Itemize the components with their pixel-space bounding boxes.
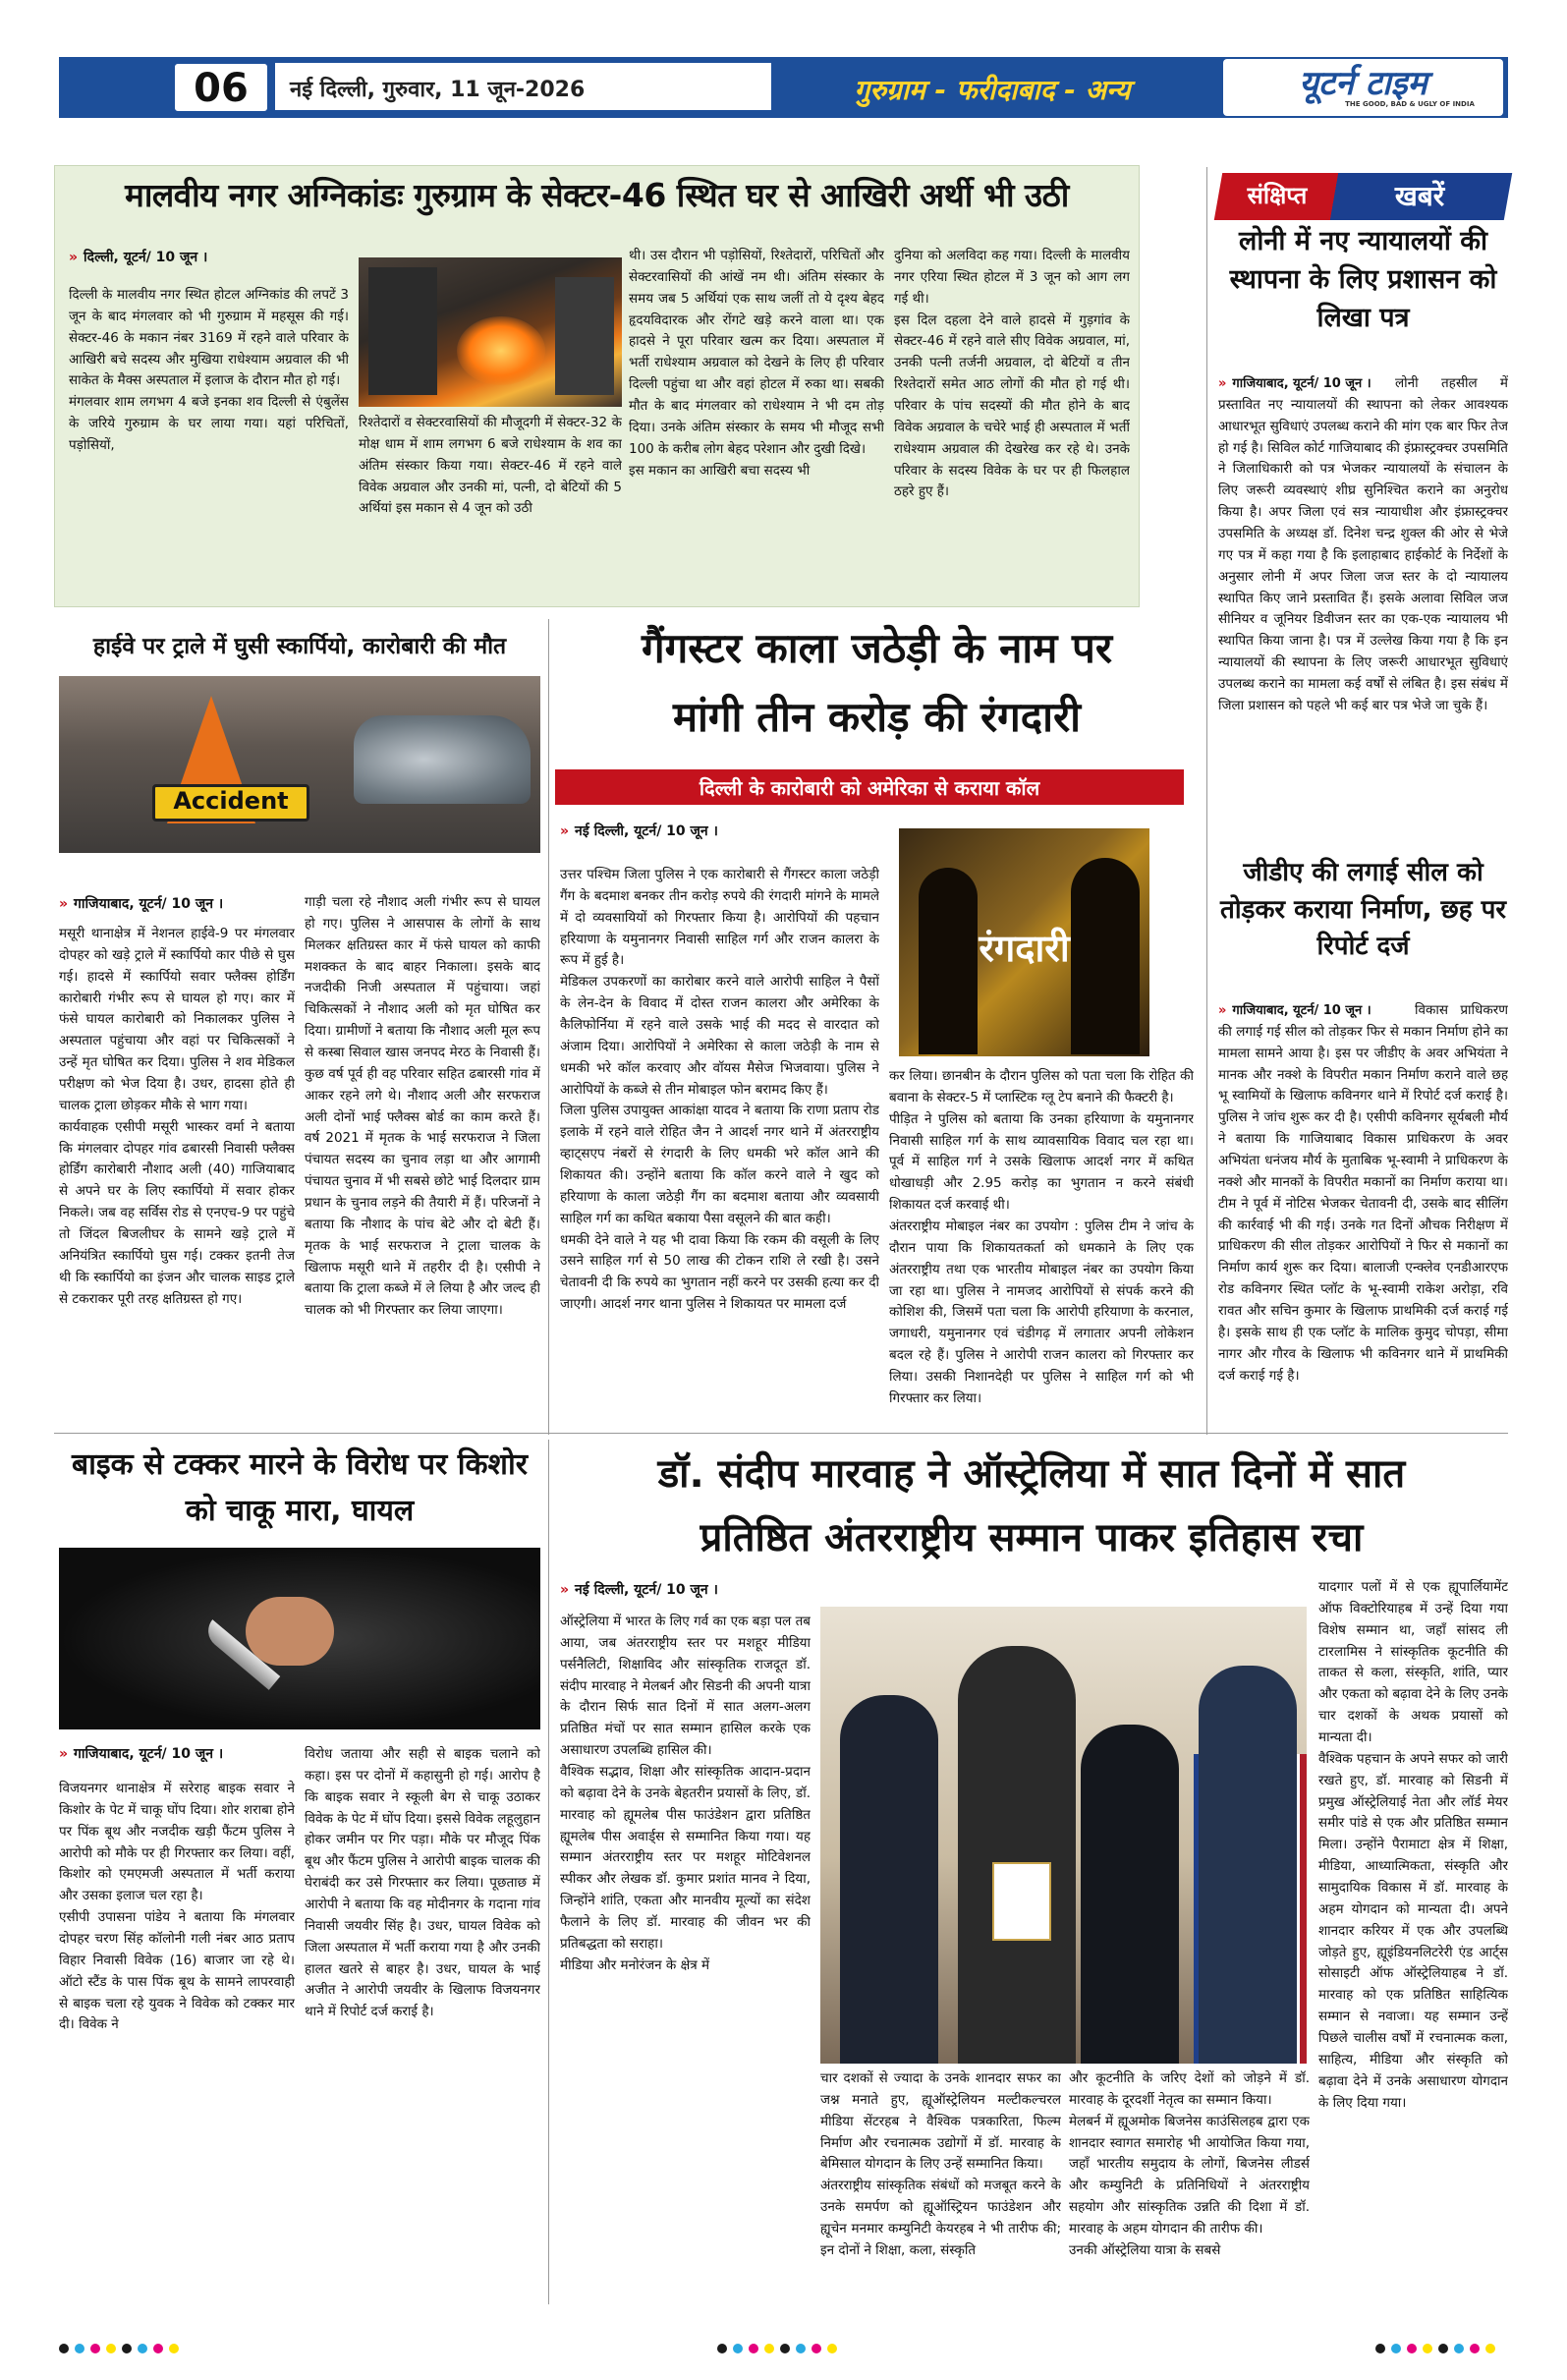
person-4 [1199, 1666, 1297, 2064]
chevron-icon: » [560, 1582, 570, 1598]
hand-shape [246, 1597, 334, 1666]
brief-text-2: विकास प्राधिकरण की लगाई गई सील को तोड़कर फिर से मकान निर्माण होने का मामला सामने आया है। इस पर जीडीए के अवर अभियंता ने मानक और नक्शे के विपरीत मकान निर्माण कराने वाले छह भू स्वामियों के खिलाफ कविनगर थाने में रिपोर्ट दर्ज कराई है। पुलिस ने जांच शुरू कर दी है। एसीपी कविनगर सूर्यबली मौर्य ने बताया कि गाजियाबाद विकास प्राधिकरण के अवर अभियंता धनंजय मौर्य के मुताबिक भू-स्वामी ने प्राधिकरण के नक्शे और मानकों के विपरीत मकानों का निर्माण कराया था। टीम ने पूर्व में नोटिस भेजकर चेतावनी दी, उसके बाद सीलिंग की कार्रवाई भी की गई। उनके गत दिनों औचक निरीक्षण में प्राधिकरण की सील तोड़कर आरोपियों ने फिर से मकानों का निर्माण कार्य शुरू कर दिया। बालाजी एन्क्लेव एनडीआरएफ रोड कविनगर स्थित प्लॉट के भू-स्वामी राकेश अरोड़ा, रवि रावत और सचिन कुमार के खिलाफ प्राथमिकी दर्ज कराई गई है। इसके साथ ही एक प्लॉट के मालिक कुमुद चोपड़ा, सीमा नागर और गौरव के खिलाफ भी कविनगर थाने में प्राथमिकी दर्ज कराई गई है। [1218, 1002, 1508, 1384]
accident-sign-text: Accident [173, 787, 289, 815]
marwah-award-photo [820, 1607, 1307, 2064]
chevron-icon: » [1218, 376, 1227, 391]
chevron-icon: » [59, 896, 69, 912]
brief-headline-2: जीडीए की लगाई सील को तोड़कर कराया निर्माण, छह पर रिपोर्ट दर्ज [1220, 858, 1506, 962]
marwah-col-3: और कूटनीति के जरिए देशों को जोड़ने में डॉ. मारवाह के दूरदर्शी नेतृत्व का सम्मान किया। मेलबर्न में ह्यूअमोक बिजनेस काउंसिलहब द्वारा एक शानदार स्वागत समारोह भी आयोजित किया गया, जहाँ भारतीय समुदाय के लोगों, बिजनेस लीडर्स और कम्युनिटी के प्रतिनिधियों ने अंतरराष्ट्रीय सहयोग और सांस्कृतिक उन्नति की दिशा में डॉ. मारवाह के अहम योगदान की तारीफ की। उनकी ऑस्ट्रेलिया यात्रा के सबसे [1069, 2070, 1310, 2258]
knife-photo [59, 1548, 540, 1729]
marwah-col-1: ऑस्ट्रेलिया में भारत के लिए गर्व का एक बड़ा पल तब आया, जब अंतरराष्ट्रीय स्तर पर मशहूर मीडिया पर्सनैलिटी, शिक्षाविद और सांस्कृतिक राजदूत डॉ. संदीप मारवाह ने मेलबर्न और सिडनी की अपनी यात्रा के दौरान सिर्फ सात दिनों में सात अलग-अलग प्रतिष्ठित मंचों पर सात सम्मान हासिल करके एक असाधारण उपलब्धि हासिल की। वैश्विक सद्भाव, शिक्षा और सांस्कृतिक आदान-प्रदान को बढ़ावा देने के उनके बेहतरीन प्रयासों के लिए, डॉ. मारवाह को ह्यूमलेब पीस फाउंडेशन द्वारा प्रतिष्ठित ह्यूमलेब पीस अवार्ड्स से सम्मानित किया गया। यह सम्मान अंतरराष्ट्रीय स्तर पर मशहूर मोटिवेशनल स्पीकर और लेखक डॉ. कुमार प्रशांत मानव ने दिया, जिन्होंने शांति, एकता और मानवीय मूल्यों का संदेश फैलाने के लिए डॉ. मारवाह की जीवन भर की प्रतिबद्धता को सराहा। मीडिया और मनोरंजन के क्षेत्र में [560, 1614, 811, 1973]
page-dateline: नई दिल्ली, गुरुवार, 11 जून-2026 [290, 78, 586, 102]
lead-col-1: दिल्ली के मालवीय नगर स्थित होटल अग्निकांड की लपटें 3 जून के बाद मंगलवार को भी गुरुग्राम में महसूस की गई। सेक्टर-46 के मकान नंबर 3169 में रहने वाले परिवार के आखिरी बचे सदस्य और मुखिया राधेश्याम अग्रवाल की भी साकेत के मैक्स अस्पताल में इलाज के दौरान मौत हो गई। मंगलवार शाम लगभग 4 बजे इनका शव दिल्ली से एंबुलेंस के जरिये गुरुग्राम के घर लाया गया। यहां परिचितों, पड़ोसियों, [69, 287, 349, 454]
brief-label: खबरें [1394, 180, 1445, 212]
accident-col-1: मसूरी थानाक्षेत्र में नेशनल हाईवे-9 पर मंगलवार दोपहर को खड़े ट्राले में स्कार्पियो कार पीछे से घुस गई। हादसे में स्कार्पियो सवार फ्लैक्स होर्डिंग कारोबारी गंभीर रूप से घायल हो गए। कार में फंसे घायल कारोबारी को निकालकर पुलिस ने अस्पताल पहुंचाया और वहां पर चिकित्सकों ने उन्हें मृत घोषित कर दिया। पुलिस ने शव मेडिकल परीक्षण को भेज दिया है। उधर, हादसा होते ही चालक ट्राला छोड़कर मौके से भाग गया। कार्यवाहक एसीपी मसूरी भास्कर वर्मा ने बताया कि मंगलवार दोपहर गांव ढबारसी निवासी फ्लैक्स होर्डिंग कारोबारी नौशाद अली (40) गाजियाबाद से अपने घर के लिए स्कार्पियो में सवार होकर निकले। जब वह सर्विस रोड से एनएच-9 पर पहुंचे तो जिंदल बिजलीघर के सामने खड़े ट्राले में अनियंत्रित स्कार्पियो घुस गई। टक्कर इतनी तेज थी कि स्कार्पियो का इंजन और चालक साइड ट्राले से टकराकर पूरी तरह क्षतिग्रस्त हो गए। [59, 926, 295, 1307]
registration-dots-right [1375, 2339, 1501, 2357]
car-shape [354, 715, 531, 804]
lead-col-4: दुनिया को अलविदा कह गया। दिल्ली के मालवीय नगर एरिया स्थित होटल में 3 जून को आग लग गई थी। इस दिल दहला देने वाले हादसे में गुड़गांव के सेक्टर-46 में रहने वाले सीए विवेक अग्रवाल, मां, उनकी पत्नी तर्जनी अग्रवाल, दो बेटियों व तीन रिश्तेदारों समेत आठ लोगों की मौत हो गई थी। परिवार के पांच सदस्यों की मौत होने के बाद विवेक अग्रवाल के चचेरे भाई ही अस्पताल में भर्ती राधेश्याम अग्रवाल की देखरेख कर रहे थे। उनके परिवार के सदस्य विवेक के घर पर ही फिलहाल ठहरे हुए हैं। [894, 248, 1130, 500]
lead-col-2: रिश्तेदारों व सेक्टरवासियों की मौजूदगी में सेक्टर-32 के मोक्ष धाम में शाम लगभग 6 बजे राधेश्याम के शव का अंतिम संस्कार किया गया। सेक्टर-46 में रहने वाले विवेक अग्रवाल और उनकी मां, पत्नी, दो बेटियों की 5 अर्थियां इस मकान से 4 जून को उठी [359, 415, 622, 517]
registration-dots-center [717, 2339, 843, 2357]
knife-headline: बाइक से टक्कर मारने के विरोध पर किशोर को चाकू मारा, घायल [71, 1447, 528, 1528]
logo-tagline: THE GOOD, BAD & UGLY OF INDIA [1345, 100, 1475, 108]
extortion-photo [899, 828, 1149, 1056]
fire-glow [457, 316, 545, 385]
brief-dateline-1: » गाजियाबाद, यूटर्न/ 10 जून । [1218, 376, 1371, 391]
extortion-image-text: रंगदारी [979, 927, 1070, 970]
accident-dateline: » गाजियाबाद, यूटर्न/ 10 जून । [59, 896, 224, 912]
gangster-col-1: उत्तर पश्चिम जिला पुलिस ने एक कारोबारी से गैंगस्टर काला जठेड़ी गैंग के बदमाश बनकर तीन करोड़ रुपये की रंगदारी मांगने के मामले में दो व्यवसायियों को गिरफ्तार किया है। आरोपियों की पहचान हरियाणा के यमुनानगर निवासी साहिल गर्ग और राजन कालरा के रूप में हुई है। मेडिकल उपकरणों का कारोबार करने वाले आरोपी साहिल ने पैसों के लेन-देन के विवाद में दोस्त राजन कालरा और अमेरिका के कैलिफोर्निया में रहने वाले उसके भाई की मदद से वारदात को अंजाम दिया। आरोपियों ने अमेरिका से काला जठेड़ी के नाम से धमकी भरे कॉल करवाए और वॉयस मैसेज भिजवाया। पुलिस ने आरोपियों के कब्जे से तीन मोबाइल फोन बरामद किए हैं। जिला पुलिस उपायुक्त आकांक्षा यादव ने बताया कि राणा प्रताप रोड इलाके में रहने वाले रोहित जैन ने आदर्श नगर थाने में अंतरराष्ट्रीय व्हाट्सएप नंबरों से रंगदारी के लिए धमकी भरे कॉल आने की शिकायत की। उन्होंने बताया कि कॉल करने वाले ने खुद को हरियाणा के काला जठेड़ी गैंग का बदमाश बताया और व्यवसायी साहिल गर्ग का कथित बकाया पैसा वसूलने की बात कही। धमकी देने वाले ने यह भी दावा किया कि रकम की वसूली के लिए उसने साहिल गर्ग से 50 लाख की टोकन राशि ले रखी है। उसने चेतावनी दी कि रुपये का भुगतान नहीं करने पर उसकी हत्या कर दी जाएगी। आदर्श नगर थाना पुलिस ने शिकायत पर मामला दर्ज [560, 867, 879, 1313]
marwah-headline-1: डॉ. संदीप मारवाह ने ऑस्ट्रेलिया में सात दिनों में सात [657, 1451, 1406, 1497]
brief-headline-1: लोनी में नए न्यायालयों की स्थापना के लिए प्रशासन को लिखा पत्र [1229, 226, 1497, 334]
gangster-dateline: » नई दिल्ली, यूटर्न/ 10 जून । [560, 823, 718, 839]
accident-photo [59, 676, 540, 853]
lead-col-3: थी। उस दौरान भी पड़ोसियों, रिश्तेदारों, परिचितों और सेक्टरवासियों की आंखें नम थी। अंतिम संस्कार के समय जब 5 अर्थियां एक साथ जलीं तो ये दृश्य बेहद हृदयविदारक और रोंगटे खड़े करने वाला था। एक हादसे ने पूरा परिवार खत्म कर दिया। अस्पताल में भर्ती राधेश्याम अग्रवाल को देखने के लिए ही परिवार दिल्ली पहुंचा था और वहां होटल में रुका था। सबकी मौत के बाद मंगलवार को राधेश्याम ने भी दम तोड़ दिया। उनके अंतिम संस्कार के समय भी मौजूद सभी 100 के करीब लोग बेहद परेशान और दुखी दिखे। इस मकान का आखिरी बचा सदस्य भी [629, 248, 884, 479]
gangster-headline-2: मांगी तीन करोड़ की रंगदारी [672, 693, 1082, 741]
marwah-dateline: » नई दिल्ली, यूटर्न/ 10 जून । [560, 1582, 718, 1598]
chevron-icon: » [59, 1746, 69, 1762]
marwah-headline-2: प्रतिष्ठित अंतरराष्ट्रीय सम्मान पाकर इतिहास रचा [700, 1515, 1364, 1560]
divider-bottom-left [548, 1440, 549, 2304]
chevron-icon: » [69, 250, 79, 265]
newspaper-logo: यूटर्न टाइम [1299, 64, 1427, 103]
lead-dateline: » दिल्ली, यूटर्न/ 10 जून । [69, 250, 208, 265]
registration-dots-left [59, 2339, 185, 2357]
brief-text-1: लोनी तहसील में प्रस्तावित नए न्यायालयों की स्थापना को लेकर आवश्यक आधारभूत सुविधाएं उपलब्ध कराने की मांग एक बार फिर तेज हो गई है। सिविल कोर्ट गाजियाबाद की इंफ्रास्ट्रक्चर उपसमिति ने जिलाधिकारी को पत्र भेजकर न्यायालयों के संचालन के लिए जरूरी व्यवस्थाएं शीघ्र सुनिश्चित कराने का अनुरोध किया है। अपर जिला एवं सत्र न्यायाधीश और इंफ्रास्ट्रक्चर उपसमिति के अध्यक्ष डॉ. दिनेश चन्द्र शुक्ल की ओर से भेजे गए पत्र में कहा गया है कि इलाहाबाद हाईकोर्ट के निर्देशों के अनुसार लोनी में अपर जिला जज स्तर के दो न्यायालय स्थापित किए जाने प्रस्तावित हैं। इसके अलावा सिविल जज सीनियर व जूनियर डिवीजन स्तर का एक-एक न्यायालय भी स्थापित किया जाना है। पत्र में उल्लेख किया गया है कि इन न्यायालयों की स्थापना के लिए जरूरी आधारभूत सुविधाएं उपलब्ध कराने का मामला कई वर्षों से लंबित है। इस संबंध में जिला प्रशासन को पहले भी कई बार पत्र भेजे जा चुके हैं। [1218, 375, 1508, 713]
gangster-col-2: कर लिया। छानबीन के दौरान पुलिस को पता चला कि रोहित की बवाना के सेक्टर-5 में प्लास्टिक ग्लू टेप बनाने की फैक्टरी है। पीड़ित ने पुलिस को बताया कि उनका हरियाणा के यमुनानगर निवासी साहिल गर्ग के साथ व्यावसायिक विवाद चल रहा था। पूर्व में साहिल गर्ग ने उसके खिलाफ आदर्श नगर में कथित धोखाधड़ी और 2.95 करोड़ का भुगतान न करने संबंधी शिकायत दर्ज करवाई थी। अंतरराष्ट्रीय मोबाइल नंबर का उपयोग : पुलिस टीम ने जांच के दौरान पाया कि शिकायतकर्ता को धमकाने के लिए एक अंतरराष्ट्रीय तथा एक भारतीय मोबाइल नंबर का उपयोग किया जा रहा था। पुलिस ने नामजद आरोपियों से संपर्क करने की कोशिश की, जिसमें पता चला कि आरोपी हरियाणा के करनाल, जगाधरी, यमुनानगर एवं चंडीगढ़ में लगातार अपनी लोकेशन बदल रहे हैं। पुलिस ने आरोपी राजन कालरा को गिरफ्तार कर लिया। उसकी निशानदेही पर पुलिस ने साहिल गर्ग को भी गिरफ्तार कर लिया। [889, 1068, 1194, 1406]
building-shape-2 [555, 277, 614, 395]
gangster-headline-1: गैंगस्टर काला जठेड़ी के नाम पर [641, 624, 1113, 672]
knife-col-1: विजयनगर थानाक्षेत्र में सरेराह बाइक सवार ने किशोर के पेट में चाकू घोंप दिया। शोर शराबा होने पर पिंक बूथ और नजदीक खड़ी फैंटम पुलिस ने आरोपी को मौके पर ही गिरफ्तार कर लिया। वहीं, किशोर को एमएमजी अस्पताल में भर्ती कराया और उसका इलाज चल रहा है। एसीपी उपासना पांडेय ने बताया कि मंगलवार दोपहर चरण सिंह कॉलोनी गली नंबर आठ प्रताप विहार निवासी विवेक (16) बाजार जा रहे थे। ऑटो स्टैंड के पास पिंक बूथ के सामने लापरवाही से बाइक चला रहे युवक ने विवेक को टक्कर मार दी। विवेक ने [59, 1781, 295, 2033]
knife-col-2: विरोध जताया और सही से बाइक चलाने को कहा। इस पर दोनों में कहासुनी हो गई। आरोप है कि बाइक सवार ने स्कूली बेग से चाकू उठाकर विवेक के पेट में घोंप दिया। इससे विवेक लहूलुहान होकर जमीन पर गिर पड़ा। मौके पर मौजूद पिंक बूथ और फैंटम पुलिस ने आरोपी बाइक चालक की घेराबंदी कर उसे गिरफ्तार कर लिया। पूछताछ में आरोपी ने बताया कि वह मोदीनगर के गदाना गांव निवासी जयवीर सिंह है। उधर, घायल विवेक को जिला अस्पताल में भर्ती कराया गया है और उनकी हालत खतरे से बाहर है। उधर, घायल के भाई अजीत ने आरोपी जयवीर के खिलाफ विजयनगर थाने में रिपोर्ट दर्ज कराई है। [305, 1746, 540, 2020]
knife-dateline: » गाजियाबाद, यूटर्न/ 10 जून । [59, 1746, 224, 1762]
chevron-icon: » [1218, 1003, 1227, 1018]
person-1 [840, 1695, 938, 2064]
divider-right [1206, 167, 1207, 1435]
fire-photo [359, 257, 622, 407]
brief-dateline-2: » गाजियाबाद, यूटर्न/ 10 जून । [1218, 1003, 1371, 1018]
gangster-subhead: दिल्ली के कारोबारी को अमेरिका से कराया कॉल [699, 776, 1040, 800]
marwah-col-4: यादगार पलों में से एक ह्यूपार्लियामेंट ऑफ विक्टोरियाहब में उन्हें दिया गया विशेष सम्मान था, जहाँ सांसद ली टारलामिस ने सांस्कृतिक कूटनीति की ताकत से कला, संस्कृति, शांति, प्यार और एकता को बढ़ावा देने के लिए उनके चार दशकों के अथक प्रयासों को मान्यता दी। वैश्विक पहचान के अपने सफर को जारी रखते हुए, डॉ. मारवाह को सिडनी में प्रमुख ऑस्ट्रेलियाई नेता और लॉर्ड मेयर समीर पांडे से एक और प्रतिष्ठित सम्मान मिला। उन्होंने पैरामाटा क्षेत्र में शिक्षा, मीडिया, आध्यात्मिकता, संस्कृति और सामुदायिक विकास में डॉ. मारवाह के अहम योगदान को मान्यता दी। अपने शानदार करियर में एक और उपलब्धि जोड़ते हुए, ह्यूइंडियनलिटरेरी एंड आर्ट्स सोसाइटी ऑफ ऑस्ट्रेलियाहब ने डॉ. मारवाह को एक प्रतिष्ठित साहित्यिक सम्मान से नवाजा। यह सम्मान उन्हें पिछले चालीस वर्षों में रचनात्मक कला, साहित्य, मीडिया और संस्कृति को बढ़ावा देने में उनके असाधारण योगदान के लिए दिया गया। [1318, 1579, 1508, 2111]
person-3 [1081, 1725, 1179, 2064]
certificate [992, 1862, 1051, 1941]
chevron-icon: » [560, 823, 570, 839]
divider-mid [54, 1433, 1508, 1434]
divider-left [548, 619, 549, 1435]
building-shape [368, 267, 437, 395]
page-number: 06 [194, 66, 249, 111]
marwah-col-2: चार दशकों से ज्यादा के उनके शानदार सफर का जश्न मनाते हुए, ह्यूऑस्ट्रेलियन मल्टीकल्चरल मीडिया सेंटरहब ने वैश्विक पत्रकारिता, फिल्म निर्माण और रचनात्मक उद्योगों में डॉ. मारवाह के बेमिसाल योगदान के लिए उन्हें सम्मानित किया। अंतरराष्ट्रीय सांस्कृतिक संबंधों को मजबूत करने के उनके समर्पण को ह्यूऑस्ट्रियन फाउंडेशन और ह्यूचेन मनमार कम्युनिटी केयरहब ने भी तारीफ की; इन दोनों ने शिक्षा, कला, संस्कृति [820, 2070, 1061, 2258]
person-2 [958, 1646, 1076, 2064]
accident-headline: हाईवे पर ट्राले में घुसी स्कार्पियो, कारोबारी की मौत [92, 634, 507, 659]
section-title: गुरुग्राम - फरीदाबाद - अन्य [854, 74, 1131, 106]
lead-headline: मालवीय नगर अग्निकांडः गुरुग्राम के सेक्टर-46 स्थित घर से आखिरी अर्थी भी उठी [125, 176, 1069, 214]
brief-badge: संक्षिप्त [1247, 182, 1308, 209]
accident-col-2: गाड़ी चला रहे नौशाद अली गंभीर रूप से घायल हो गए। पुलिस ने आसपास के लोगों के साथ मिलकर क्षतिग्रस्त कार में फंसे घायल को काफी मशक्कत के बाद बाहर निकाला। इसके बाद नजदीकी निजी अस्पताल में पहुंचाया। जहां चिकित्सकों ने नौशाद अली को मृत घोषित कर दिया। ग्रामीणों ने बताया कि नौशाद अली मूल रूप से कस्बा सिवाल खास जनपद मेरठ के निवासी हैं। कुछ वर्ष पूर्व ही वह परिवार सहित ढबारसी गांव में आकर रहने लगे थे। नौशाद अली और सरफराज अली दोनों भाई फ्लैक्स बोर्ड का काम करते हैं। वर्ष 2021 में मृतक के भाई सरफराज ने जिला पंचायत सदस्य का चुनाव लड़ा था और आगामी पंचायत चुनाव में भी सबसे छोटे भाई दिलदार ग्राम प्रधान के चुनाव लड़ने की तैयारी में हैं। परिजनों ने बताया कि नौशाद के पांच बेटे और दो बेटी हैं। मृतक के भाई सरफराज ने ट्राला चालक के खिलाफ मसूरी थाने में तहरीर दी है। एसीपी ने बताया कि ट्राला कब्जे में ले लिया है और जल्द ही चालक को भी गिरफ्तार कर लिया जाएगा। [305, 894, 540, 1319]
